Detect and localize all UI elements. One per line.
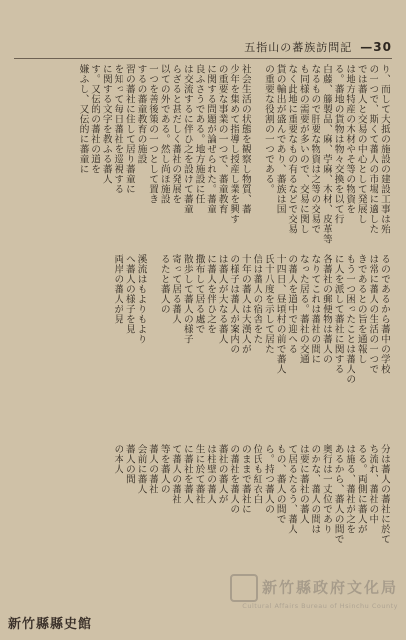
text-column: を知って毎日蕃社を巡視する [112,64,124,194]
text-column: に蕃人を伴ひ之を [205,254,217,334]
text-column: 蕃人の蕃社 [147,444,159,494]
text-column: は蕃人が大なる蕃人 [216,254,228,344]
text-column: では蕃人と交易の中心として発展し [355,64,367,224]
text-column: に蕃社を蕃人 [181,444,193,504]
text-column: へ蕃人の様子を見 [123,254,135,334]
text-column: 等を蕃人の [158,444,170,494]
text-column: 会前に蕃人 [135,444,147,494]
text-column: す。又伝的の蕃社の道を [89,64,101,174]
text-column: るる。両側に蕃人が [355,444,367,534]
text-column: ら。持つ蕃人の [263,444,275,514]
text-column: のままで蕃社に [239,444,251,514]
text-column: するの蕃童教育の施設 [135,64,147,164]
text-column: て蕃人の蕃社 [170,444,182,504]
running-header [14,36,392,59]
text-column: るのであるから蕃中の学校 [379,254,390,374]
text-column: の一つで、斯くて蕃人の市場に適した [367,64,379,234]
text-column: 散歩して蕃人の様子 [181,254,193,344]
text-column: もう一つ困ったことは蕃人の [344,254,356,384]
text-column: も同様の需要が多いので、交易に関し [297,64,309,234]
text-column: 蕃人の間 [123,444,135,484]
text-column: る。蕃地の貨物は物々交換を以て行 [332,64,344,224]
text-column: り、而して大抵の施設の建設工事は殆 [379,64,390,234]
text-column: に関する文字を教ふる蕃人 [100,64,112,184]
text-column: は柱壁の蕃人 [205,444,217,504]
text-column: 十四日、昼頃村の前で蕃人 [274,254,286,374]
text-column: 分は蕃人の蕃社に於て [379,444,390,544]
text-column: のかな、蕃人の間は [309,444,321,534]
text-column: の蕃社を蕃人の [228,444,240,514]
text-column: て居るたるう、蕃人 [286,444,298,534]
text-column: 一つを善後策の一つとして置き [147,64,159,204]
text-column: 白藤、籐製品、麻、苧麻、木材、皮革等 [321,64,333,244]
text-column: 十年の蕃人は大漢人が [239,254,251,354]
watermark-subtitle: Cultural Affairs Bureau of Hsinchu County [242,602,398,610]
page-number: —30 [360,40,392,54]
text-column: は要に蕃社の蕃人 [297,444,309,524]
watermark [230,574,398,610]
header-title: 五指山の蕃族訪問記 [244,41,353,54]
text-column: 溪流はもよりもより [135,254,147,344]
text-column: は地方特産の木材やそ等の物資を [344,64,356,214]
text-column: 社会生活の状態を観察し物質、蕃 [239,64,251,214]
seal-icon [230,574,258,602]
text-column: あるから、蕃人の間で [332,444,344,544]
text-column: の重要な事業の一つで、蕃童教育 [216,64,228,214]
text-column: 各蕃社の郵便物は蕃人の [321,254,333,364]
text-column: 奥行は一丈位であり [321,444,333,534]
text-column: の蕃人を道中で迎へる [286,254,298,354]
archive-stamp: 新竹縣縣史館 [8,617,93,632]
text-column: 貨の輸出が盛んであり、蕃族は国 [274,64,286,214]
text-column: らざると甚だしく蕃社の発展を [170,64,182,204]
text-column: なるもので肝要な物資は之等の交易で [309,64,321,234]
watermark-title: 新竹縣政府文化局 [230,574,398,602]
text-column: に人を派して蕃社に関する [332,254,344,374]
text-column: なりてこれは蕃社の間に [309,254,321,364]
text-column: 少年を集めて指導し授産し業を興す [228,64,240,224]
text-column: 蕃社の蕃人が [216,444,228,504]
text-column: 良ふさうである。地方施設に任 [193,64,205,204]
text-column: 嫌ふし、又伝的に蕃童に [77,64,89,174]
text-column: ち流れ、蕃社の中 [367,444,379,524]
text-column: 両岸の蕃人が見 [112,254,124,324]
text-column: 氏十八度を示して居た [263,254,275,354]
text-column: 寄って居る蕃人 [170,254,182,324]
text-column: の本人 [112,444,124,474]
text-column: きであるとの旨を通報し [355,254,367,364]
text-column: は交流するに伴ひ之を設けて蕃童 [181,64,193,214]
text-tier-middle [12,254,390,436]
text-column: なった居る。蕃社の交通 [297,254,309,364]
text-column: に関する問題が論ぜられた。蕃童 [205,64,217,214]
text-column: なく此地に重要なもの有るなどで交易 [286,64,298,234]
text-tier-top [12,64,390,246]
text-column: の様子は蕃人が案内の [228,254,240,354]
text-column: もの、蕃人の間で [274,444,286,524]
text-column [251,64,263,246]
text-column: 撒布して居る處で [193,254,205,334]
text-column: の重要な役割の一つである。 [263,64,275,194]
text-column: るたと蕃人の [158,254,170,314]
text-column: 以ての外である。然し尚ほ施設 [158,64,170,204]
text-column: は常に蕃人の生活の一つで [367,254,379,374]
text-column: 習の蕃社に住して居り蕃童に [123,64,135,194]
text-column: は施る、蕃社が之を [344,444,356,534]
text-column: 位氏も紅衣白 [251,444,263,504]
body-text [12,64,390,604]
text-column: 信は蕃人の宿舎をた [251,254,263,344]
text-column [147,254,159,436]
text-column: 生に於て蕃社 [193,444,205,504]
